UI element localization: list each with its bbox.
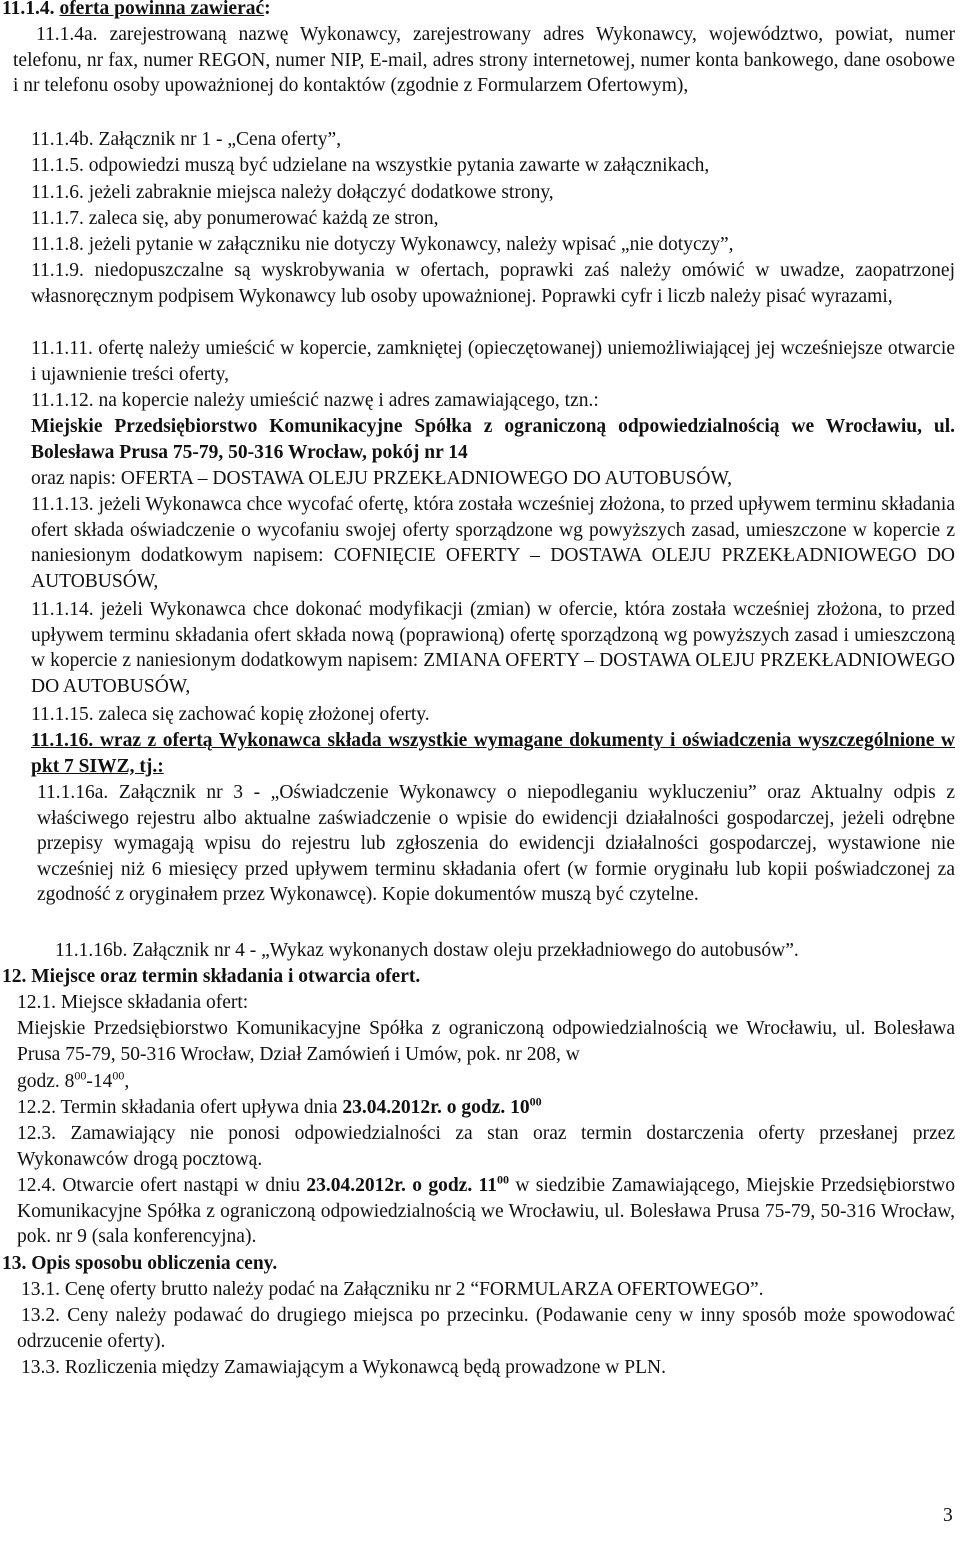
item-12-1: 12.1. Miejsce składania ofert: <box>17 992 249 1013</box>
item-11-1-16a: 11.1.16a. Załącznik nr 3 - „Oświadczenie Wykonawcy o niepodleganiu wykluczeniu” oraz Aktualny odpis z właściwego rejestru albo aktualne zaświadczenie o wpisie do ewidencji działalności gospodarczej, jeżeli odrębne przepisy wymagają wpisu do rejestru lub zgłoszenia do ewidencji działalności gospodarczej, wystawione nie wcześniej niż 6 miesięcy przed upływem terminu składania ofert (w formie oryginału lub kopii poświadczonej za zgodność z oryginałem przez Wykonawcę). Kopie dokumentów muszą być czytelne. <box>37 782 955 906</box>
item-11-1-12: 11.1.12. na kopercie należy umieścić nazwę i adres zamawiającego, tzn.: <box>31 390 599 411</box>
recipient-address: Miejskie Przedsiębiorstwo Komunikacyjne Spółka z ograniczoną odpowiedzialnością we Wrocławiu, ul. Bolesława Prusa 75-79, 50-316 Wrocław, pokój nr 14 <box>31 416 955 463</box>
item-12-1-address: Miejskie Przedsiębiorstwo Komunikacyjne Spółka z ograniczoną odpowiedzialnością we Wrocławiu, ul. Bolesława Prusa 75-79, 50-316 Wrocław, Dział Zamówień i Umów, pok. nr 208, w <box>17 1018 955 1065</box>
item-13-2: 13.2. Ceny należy podawać do drugiego miejsca po przecinku. (Podawanie ceny w inny sposób może spowodować odrzucenie oferty). <box>17 1305 955 1352</box>
item-13-3: 13.3. Rozliczenia między Zamawiającym a Wykonawcą będą prowadzone w PLN. <box>21 1357 666 1378</box>
item-11-1-13: 11.1.13. jeżeli Wykonawca chce wycofać ofertę, która została wcześniej złożona, to przed upływem terminu składania ofert składa oświadczenie o wycofaniu swojej oferty sporządzone wg powyższych zasad, umieszczone w kopercie z naniesionym dodatkowym napisem: COFNIĘCIE OFERTY – DOSTAWA OLEJU PRZEKŁADNIOWEGO DO AUTOBUSÓW, <box>31 494 955 592</box>
item-11-1-4a: 11.1.4a. zarejestrowaną nazwę Wykonawcy, zarejestrowany adres Wykonawcy, województwo, powiat, numer telefonu, nr fax, numer REGON, numer NIP, E-mail, adres strony internetowej, numer konta bankowego, dane osobowe i nr telefonu osoby upoważnionej do kontaktów (zgodnie z Formularzem Ofertowym), <box>13 24 955 97</box>
item-12-2: 12.2. Termin składania ofert upływa dnia 23.04.2012r. o godz. $10^{00}$ <box>17 1094 542 1118</box>
heading-section-13: 13. Opis sposobu obliczenia ceny. <box>2 1253 278 1274</box>
item-12-4: 12.4. Otwarcie ofert nastąpi w dniu 23.04.2012r. o godz. $11^{00}$ w siedzibie Zamawiającego, Miejskie Przedsiębiorstwo Komunikacyjne Spółka z ograniczoną odpowiedzialnością we Wrocławiu, ul. Bolesława Prusa 75-79, 50-316 Wrocław, pok. nr 9 (sala konferencyjna). <box>17 1172 955 1248</box>
item-11-1-8: 11.1.8. jeżeli pytanie w załączniku nie dotyczy Wykonawcy, należy wpisać „nie dotyczy”, <box>31 234 734 255</box>
item-12-3: 12.3. Zamawiający nie ponosi odpowiedzialności za stan oraz termin dostarczenia oferty przesłanej przez Wykonawców drogą pocztową. <box>17 1123 955 1170</box>
heading-section-12: 12. Miejsce oraz termin składania i otwarcia ofert. <box>2 966 421 987</box>
item-11-1-5: 11.1.5. odpowiedzi muszą być udzielane na wszystkie pytania zawarte w załącznikach, <box>31 155 710 176</box>
item-11-1-4b: 11.1.4b. Załącznik nr 1 - „Cena oferty”, <box>31 129 342 150</box>
item-11-1-7: 11.1.7. zaleca się, aby ponumerować każdą ze stron, <box>31 208 439 229</box>
item-11-1-14: 11.1.14. jeżeli Wykonawca chce dokonać modyfikacji (zmian) w ofercie, która została wcześniej złożona, to przed upływem terminu składania ofert składa nową (poprawioną) ofertę sporządzoną wg powyższych zasad i umieszczoną w kopercie z naniesionym dodatkowym napisem: ZMIANA OFERTY – DOSTAWA OLEJU PRZEKŁADNIOWEGO DO AUTOBUSÓW, <box>31 599 955 697</box>
item-12-1-hours: godz. $8^{00}-14^{00}$, <box>17 1068 130 1092</box>
item-11-1-16b: 11.1.16b. Załącznik nr 4 - „Wykaz wykonanych dostaw oleju przekładniowego do autobusów”. <box>55 940 799 961</box>
heading-11-1-4: 11.1.4. oferta powinna zawierać: <box>2 0 271 19</box>
item-11-1-9: 11.1.9. niedopuszczalne są wyskrobywania w ofertach, poprawki zaś należy omówić w uwadze, zaopatrzonej własnoręcznym podpisem Wykonawcy lub osoby upoważnionej. Poprawki cyfr i liczb należy pisać wyrazami, <box>31 260 955 307</box>
item-13-1: 13.1. Cenę oferty brutto należy podać na Załączniku nr 2 “FORMULARZA OFERTOWEGO”. <box>21 1279 764 1300</box>
page-number: 3 <box>943 1505 953 1526</box>
item-11-1-11: 11.1.11. ofertę należy umieścić w kopercie, zamkniętej (opieczętowanej) uniemożliwiającej jej wcześniejsze otwarcie i ujawnienie treści oferty, <box>31 338 955 385</box>
item-11-1-15: 11.1.15. zaleca się zachować kopię złożonej oferty. <box>31 704 430 725</box>
item-11-1-6: 11.1.6. jeżeli zabraknie miejsca należy dołączyć dodatkowe strony, <box>31 182 554 203</box>
item-11-1-16: 11.1.16. wraz z ofertą Wykonawca składa wszystkie wymagane dokumenty i oświadczenia wyszczególnione w pkt 7 SIWZ, tj.: <box>31 730 955 777</box>
envelope-label: oraz napis: OFERTA – DOSTAWA OLEJU PRZEKŁADNIOWEGO DO AUTOBUSÓW, <box>31 468 732 489</box>
